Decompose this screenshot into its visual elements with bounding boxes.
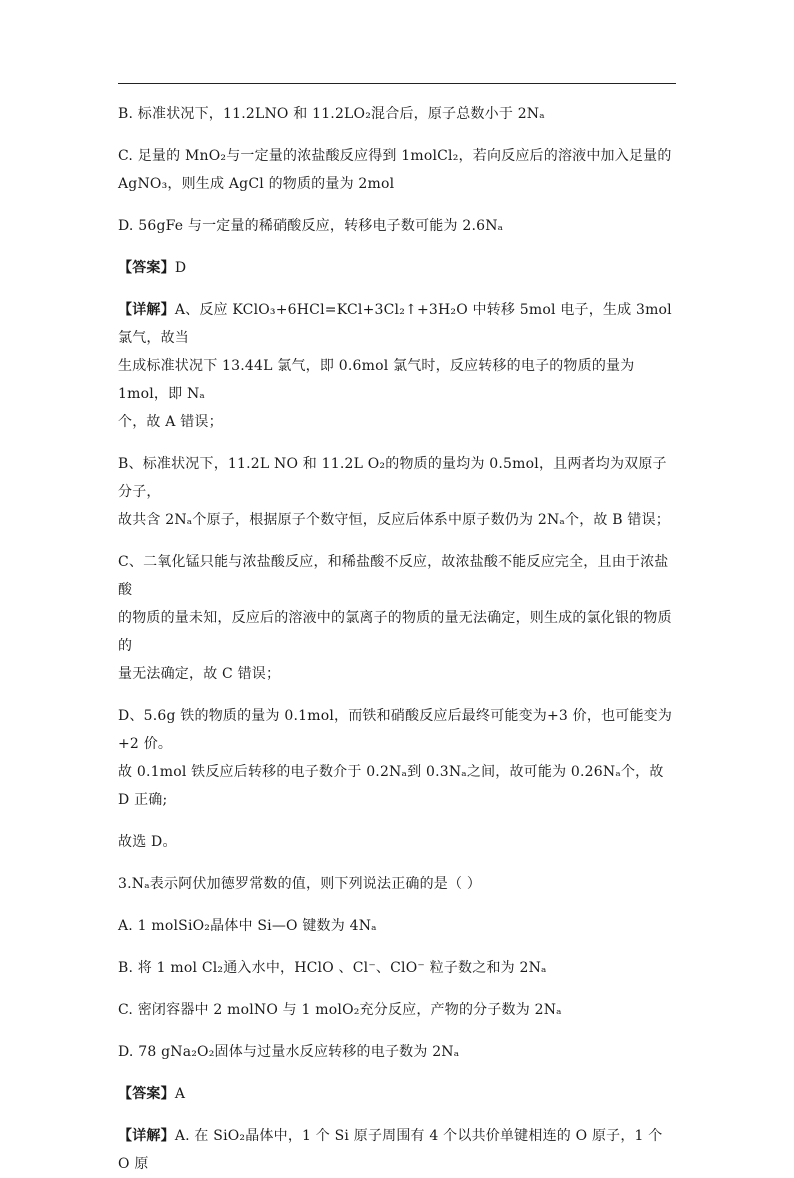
- q2-option-c-line1: C. 足量的 MnO₂与一定量的浓盐酸反应得到 1molCl₂，若向反应后的溶液中加入足量的: [118, 148, 672, 164]
- q2-detail-d-line2: 故 0.1mol 铁反应后转移的电子数介于 0.2Nₐ到 0.3Nₐ之间，故可能为 0.26Nₐ个，故 D 正确;: [118, 764, 664, 808]
- detail-text: A. 在 SiO₂晶体中，1 个 Si 原子周围有 4 个以共价单键相连的 O 原子，1 个 O 原: [118, 1128, 663, 1172]
- q2-option-b: B. 标准状况下，11.2LNO 和 11.2LO₂混合后，原子总数小于 2Nₐ: [118, 106, 545, 122]
- detail-label: 【详解】: [118, 1128, 175, 1144]
- detail-label: 【详解】: [118, 302, 175, 318]
- q2-detail-a-line3: 个，故 A 错误；: [118, 414, 223, 430]
- q2-detail-a-line1: [118, 296, 678, 352]
- q2-answer: [118, 254, 678, 282]
- q3-answer: [118, 1080, 678, 1108]
- q2-option-d: D. 56gFe 与一定量的稀硝酸反应，转移电子数可能为 2.6Nₐ: [118, 218, 504, 234]
- detail-text: A、反应 KClO₃+6HCl=KCl+3Cl₂↑+3H₂O 中转移 5mol 电子，生成 3mol 氯气，故当: [118, 302, 672, 346]
- q2-detail-b-line2: 故共含 2Nₐ个原子，根据原子个数守恒，反应后体系中原子数仍为 2Nₐ个，故 B 错误；: [118, 512, 671, 528]
- q2-option-c-line2: AgNO₃，则生成 AgCl 的物质的量为 2mol: [118, 176, 395, 192]
- header-rule: [118, 83, 676, 84]
- document-body: [118, 100, 678, 1178]
- answer-label: 【答案】: [118, 260, 175, 276]
- q2-detail-c-line1: C、二氧化锰只能与浓盐酸反应，和稀盐酸不反应，故浓盐酸不能反应完全，且由于浓盐酸: [118, 554, 669, 598]
- q3-option-a: A. 1 molSiO₂晶体中 Si—O 键数为 4Nₐ: [118, 918, 377, 934]
- q2-detail-b-line1: B、标准状况下，11.2L NO 和 11.2L O₂的物质的量均为 0.5mol，且两者均为双原子分子，: [118, 456, 667, 500]
- q2-detail-c-line2: 的物质的量未知，反应后的溶液中的氯离子的物质的量无法确定，则生成的氯化银的物质的: [118, 610, 672, 654]
- answer-value: D: [174, 260, 187, 276]
- answer-label: 【答案】: [118, 1086, 175, 1102]
- q3-stem: 3.Nₐ表示阿伏加德罗常数的值，则下列说法正确的是（ ）: [118, 876, 482, 892]
- q3-detail-a-line1: [118, 1122, 678, 1178]
- q3-option-b: B. 将 1 mol Cl₂通入水中，HClO 、Cl⁻、ClO⁻ 粒子数之和为 2Nₐ: [118, 960, 547, 976]
- q2-detail-a-line2: 生成标准状况下 13.44L 氯气，即 0.6mol 氯气时，反应转移的电子的物质的量为 1mol，即 Nₐ: [118, 358, 635, 402]
- answer-value: A: [174, 1086, 186, 1102]
- q2-conclusion: 故选 D。: [118, 834, 177, 850]
- q2-detail-d-line1: D、5.6g 铁的物质的量为 0.1mol，而铁和硝酸反应后最终可能变为+3 价，也可能变为+2 价。: [118, 708, 673, 752]
- q3-option-d: D. 78 gNa₂O₂固体与过量水反应转移的电子数为 2Nₐ: [118, 1044, 460, 1060]
- q3-option-c: C. 密闭容器中 2 molNO 与 1 molO₂充分反应，产物的分子数为 2Nₐ: [118, 1002, 562, 1018]
- q2-detail-c-line3: 量无法确定，故 C 错误；: [118, 666, 281, 682]
